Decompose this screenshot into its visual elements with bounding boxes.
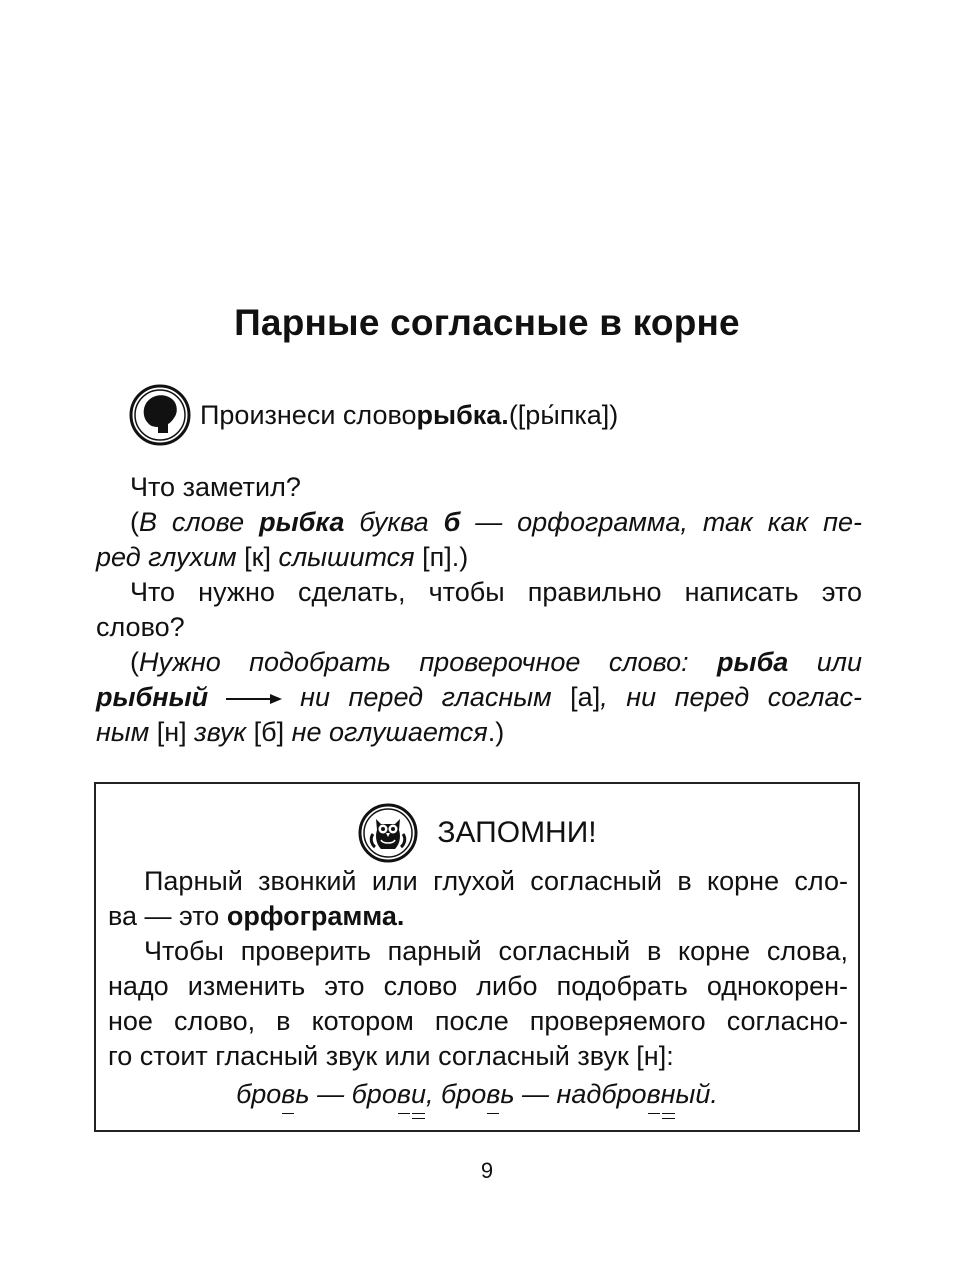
ex3-c: ь xyxy=(500,1079,515,1109)
lesson-body xyxy=(96,470,862,750)
answer-1-t1: В слове xyxy=(139,507,260,537)
rule-text xyxy=(108,864,848,1074)
rule-paragraph-1 xyxy=(108,864,848,934)
answer-2-line-2 xyxy=(96,680,862,715)
ex2-check-vowel: и xyxy=(410,1079,426,1109)
answer-1-s1: [к] xyxy=(244,542,271,572)
answer-1-t4: ред глухим xyxy=(96,542,245,572)
question-1 xyxy=(96,470,862,505)
ex-period: . xyxy=(710,1079,718,1109)
rule-p2-line-2: надо изменить это слово либо подобрать однокорен- xyxy=(108,971,848,1001)
answer-1-t2: буква xyxy=(344,507,444,537)
ex3-checked-letter: в xyxy=(486,1079,501,1109)
ex1-c: ь xyxy=(295,1079,310,1109)
ex4-checked-letter: в xyxy=(646,1079,661,1109)
example-line xyxy=(96,1079,858,1110)
ex-comma: , xyxy=(425,1079,441,1109)
answer-2-w2: рыбный xyxy=(96,682,209,712)
paren-close: .) xyxy=(487,717,505,747)
answer-1-t3: — орфограмма, так как пе- xyxy=(460,507,862,537)
answer-2-t3: ни перед гласным xyxy=(300,682,571,712)
ex4-a: надбро xyxy=(556,1079,647,1109)
intro-transcription: ([ры́пка]) xyxy=(508,399,619,430)
owl-icon xyxy=(357,802,419,864)
paren-open: ( xyxy=(130,507,139,537)
ex2-checked-letter: в xyxy=(396,1079,411,1109)
rule-p2-line-3: ное слово, в котором после проверяемого согласно- xyxy=(108,1006,848,1036)
rule-p1-line-2 xyxy=(108,899,848,934)
answer-2-t4: , ни перед соглас- xyxy=(600,682,862,712)
answer-1-line-1 xyxy=(96,505,862,540)
arrow-right-icon xyxy=(224,692,284,706)
question-2 xyxy=(96,575,862,645)
answer-1-t5: слышится xyxy=(270,542,423,572)
remember-header xyxy=(96,802,858,864)
ex-dash-1: — xyxy=(309,1079,352,1109)
intro-line xyxy=(128,383,618,447)
answer-2-t5: ным xyxy=(96,717,157,747)
ex-dash-2: — xyxy=(514,1079,557,1109)
ex4-check-consonant: н xyxy=(660,1079,676,1109)
ex1-checked-letter: в xyxy=(281,1079,296,1109)
page-title: Парные согласные в корне xyxy=(234,302,740,343)
answer-1-w1: рыбка xyxy=(259,507,345,537)
paren-open: ( xyxy=(130,647,139,677)
head-silhouette-icon xyxy=(128,383,192,447)
rule-paragraph-2 xyxy=(108,934,848,1074)
ex3-a: бро xyxy=(440,1079,487,1109)
answer-2-line-3 xyxy=(96,715,862,750)
ex2-a: бро xyxy=(351,1079,397,1109)
answer-1 xyxy=(96,505,862,575)
paren-close: .) xyxy=(451,542,469,572)
answer-2-s3: [б] xyxy=(253,717,285,747)
answer-2-t6: звук xyxy=(186,717,254,747)
question-2-line-2: слово? xyxy=(96,612,185,642)
ex4-d: ый xyxy=(675,1079,711,1109)
answer-2-t1: Нужно подобрать проверочное слово: xyxy=(139,647,718,677)
answer-1-line-2 xyxy=(96,540,862,575)
ex1-a: бро xyxy=(236,1079,282,1109)
rule-p1-line-2a: ва — это xyxy=(108,901,227,931)
answer-2-t7: не оглушается xyxy=(284,717,488,747)
rule-p2-line-1: Чтобы проверить парный согласный в корне слова, xyxy=(144,936,848,966)
answer-2 xyxy=(96,645,862,750)
intro-word: рыбка. xyxy=(416,399,509,430)
answer-2-t2: или xyxy=(788,647,862,677)
answer-2-w1: рыба xyxy=(717,647,789,677)
answer-1-s2: [п] xyxy=(422,542,452,572)
rule-p2-line-4: го стоит гласный звук или согласный звук [н]: xyxy=(108,1041,674,1071)
rule-term: орфограмма. xyxy=(226,901,405,931)
remember-heading: ЗАПОМНИ! xyxy=(437,816,597,849)
intro-text: Произнеси слово xyxy=(200,399,417,430)
answer-2-s1: [а] xyxy=(570,682,601,712)
question-2-line-1: Что нужно сделать, чтобы правильно написать это xyxy=(130,577,862,607)
rule-p1-line-1: Парный звонкий или глухой согласный в корне сло- xyxy=(144,866,848,896)
remember-box xyxy=(94,782,860,1132)
answer-1-w2: б xyxy=(443,507,461,537)
question-1-text: Что заметил? xyxy=(130,472,301,502)
answer-2-s2: [н] xyxy=(156,717,187,747)
page-number: 9 xyxy=(480,1158,494,1183)
answer-2-line-1 xyxy=(96,645,862,680)
